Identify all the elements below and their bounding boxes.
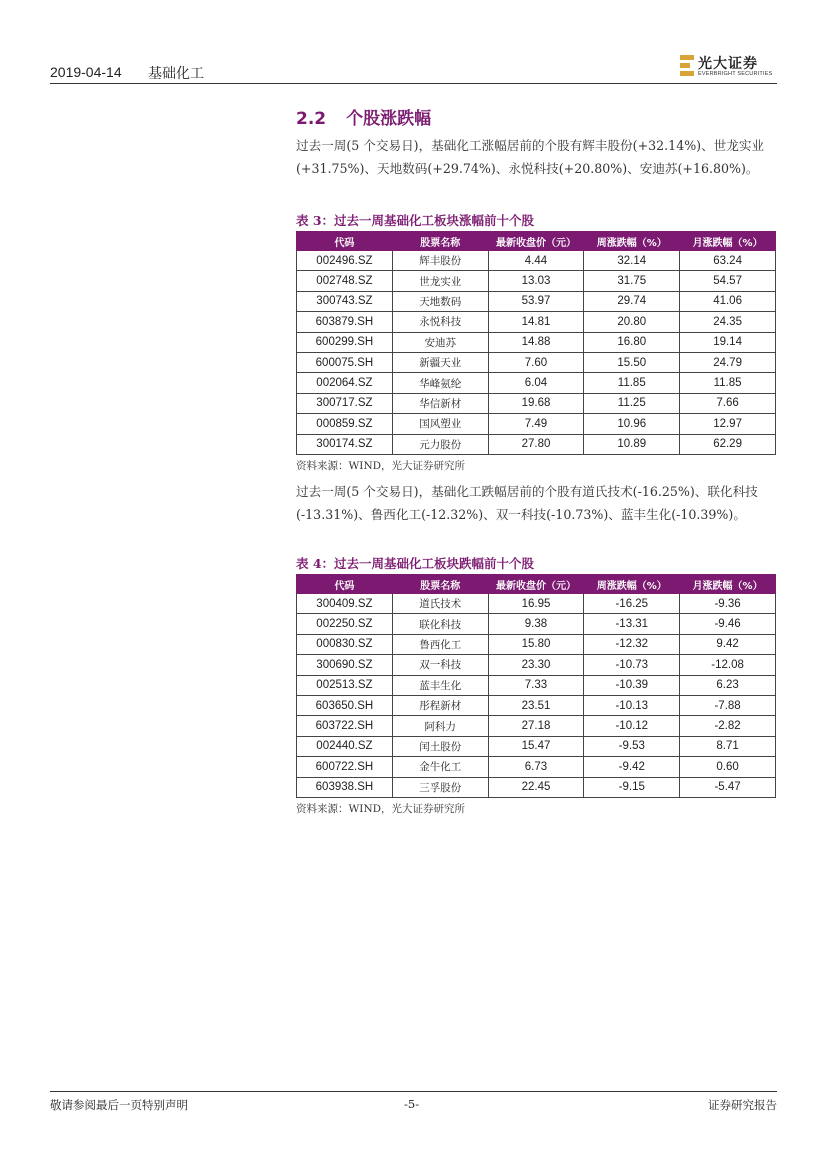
table-cell: 000859.SZ	[297, 414, 393, 434]
table-cell: 15.50	[584, 352, 680, 372]
company-logo	[680, 52, 775, 80]
table-cell: 元力股份	[392, 434, 488, 454]
column-header: 月涨跌幅（%）	[680, 575, 776, 594]
table-cell: 41.06	[680, 291, 776, 311]
table-header-row	[297, 232, 776, 251]
page-number: -5-	[404, 1097, 420, 1111]
table-cell: 国风塑业	[392, 414, 488, 434]
table-cell: 闰土股份	[392, 736, 488, 756]
table-cell: 23.30	[488, 655, 584, 675]
table-cell: -10.12	[584, 716, 680, 736]
table-cell: 彤程新材	[392, 695, 488, 715]
table-cell: 300409.SZ	[297, 594, 393, 614]
table-cell: 10.96	[584, 414, 680, 434]
table-cell: 600075.SH	[297, 352, 393, 372]
table-cell: 600722.SH	[297, 757, 393, 777]
table-cell: -12.08	[680, 655, 776, 675]
table-cell: -10.73	[584, 655, 680, 675]
logo-english-name: EVERBRIGHT SECURITIES	[698, 71, 773, 77]
industry-label: 基础化工	[148, 66, 204, 82]
table-cell: 13.03	[488, 271, 584, 291]
table-cell: 20.80	[584, 312, 680, 332]
page-header	[50, 52, 777, 84]
table-cell: 300743.SZ	[297, 291, 393, 311]
table-cell: 603722.SH	[297, 716, 393, 736]
table-cell: 11.85	[680, 373, 776, 393]
table-cell: -12.32	[584, 634, 680, 654]
table-row	[297, 434, 776, 454]
column-header: 股票名称	[392, 575, 488, 594]
table-row	[297, 634, 776, 654]
table-cell: 24.35	[680, 312, 776, 332]
table-cell: -7.88	[680, 695, 776, 715]
table-cell: 300174.SZ	[297, 434, 393, 454]
table-cell: 6.04	[488, 373, 584, 393]
report-type: 证券研究报告	[708, 1098, 777, 1112]
table-cell: 华信新材	[392, 393, 488, 413]
table-4-caption: 表 4：过去一周基础化工板块跌幅前十个股	[296, 556, 535, 571]
table-cell: -10.39	[584, 675, 680, 695]
section-number: 2.2	[296, 109, 327, 129]
table-row	[297, 373, 776, 393]
table-row	[297, 332, 776, 352]
table-cell: 9.42	[680, 634, 776, 654]
table-row	[297, 414, 776, 434]
table-3-source: 资料来源：WIND，光大证券研究所	[296, 460, 466, 472]
table-cell: -9.46	[680, 614, 776, 634]
table-cell: 000830.SZ	[297, 634, 393, 654]
table-cell: 19.14	[680, 332, 776, 352]
table-cell: 4.44	[488, 251, 584, 271]
table-row	[297, 594, 776, 614]
table-cell: 道氏技术	[392, 594, 488, 614]
table-header-row	[297, 575, 776, 594]
table-cell: 002496.SZ	[297, 251, 393, 271]
table-cell: 16.80	[584, 332, 680, 352]
table-cell: 603938.SH	[297, 777, 393, 797]
table-cell: 002064.SZ	[297, 373, 393, 393]
table-cell: 双一科技	[392, 655, 488, 675]
table-cell: -13.31	[584, 614, 680, 634]
table-cell: 7.66	[680, 393, 776, 413]
table-cell: -9.42	[584, 757, 680, 777]
top-losers-table	[296, 574, 776, 798]
table-cell: 15.80	[488, 634, 584, 654]
table-cell: -10.13	[584, 695, 680, 715]
table-cell: 002440.SZ	[297, 736, 393, 756]
table-cell: 002250.SZ	[297, 614, 393, 634]
table-cell: 29.74	[584, 291, 680, 311]
table-cell: 新疆天业	[392, 352, 488, 372]
column-header: 代码	[297, 232, 393, 251]
table-cell: 11.25	[584, 393, 680, 413]
table-cell: 永悦科技	[392, 312, 488, 332]
table-row	[297, 312, 776, 332]
table-cell: 603650.SH	[297, 695, 393, 715]
table-cell: 22.45	[488, 777, 584, 797]
table-cell: 华峰氨纶	[392, 373, 488, 393]
table-cell: -5.47	[680, 777, 776, 797]
table-cell: 603879.SH	[297, 312, 393, 332]
table-cell: 600299.SH	[297, 332, 393, 352]
table-cell: 7.60	[488, 352, 584, 372]
table-cell: 天地数码	[392, 291, 488, 311]
table-cell: 23.51	[488, 695, 584, 715]
table-cell: 54.57	[680, 271, 776, 291]
table-row	[297, 352, 776, 372]
section-heading	[296, 104, 431, 129]
table-cell: 鲁西化工	[392, 634, 488, 654]
table-cell: -9.36	[680, 594, 776, 614]
table-cell: 12.97	[680, 414, 776, 434]
table-row	[297, 736, 776, 756]
table-cell: 8.71	[680, 736, 776, 756]
table-cell: 63.24	[680, 251, 776, 271]
table-4-source: 资料来源：WIND，光大证券研究所	[296, 803, 466, 815]
column-header: 周涨跌幅（%）	[584, 575, 680, 594]
table-cell: 世龙实业	[392, 271, 488, 291]
table-cell: 辉丰股份	[392, 251, 488, 271]
table-cell: 32.14	[584, 251, 680, 271]
column-header: 最新收盘价（元）	[488, 575, 584, 594]
table-cell: -16.25	[584, 594, 680, 614]
table-cell: 11.85	[584, 373, 680, 393]
table-cell: 阿科力	[392, 716, 488, 736]
table-cell: 16.95	[488, 594, 584, 614]
table-3-caption: 表 3：过去一周基础化工板块涨幅前十个股	[296, 213, 535, 228]
table-cell: 6.73	[488, 757, 584, 777]
disclaimer-note: 敬请参阅最后一页特别声明	[50, 1098, 188, 1112]
table-cell: 9.38	[488, 614, 584, 634]
table-cell: 0.60	[680, 757, 776, 777]
table-row	[297, 716, 776, 736]
table-cell: -9.15	[584, 777, 680, 797]
column-header: 股票名称	[392, 232, 488, 251]
table-cell: 27.80	[488, 434, 584, 454]
table-cell: 6.23	[680, 675, 776, 695]
gainers-paragraph: 过去一周(5 个交易日)，基础化工涨幅居前的个股有辉丰股份(+32.14%)、世龙实业(+31.75%)、天地数码(+29.74%)、永悦科技(+20.80%)、安迪苏(+16.80%)。	[296, 138, 765, 176]
logo-mark-icon	[680, 55, 694, 77]
table-row	[297, 757, 776, 777]
table-row	[297, 393, 776, 413]
table-row	[297, 675, 776, 695]
column-header: 最新收盘价（元）	[488, 232, 584, 251]
table-cell: 蓝丰生化	[392, 675, 488, 695]
table-row	[297, 614, 776, 634]
table-cell: 10.89	[584, 434, 680, 454]
table-cell: 31.75	[584, 271, 680, 291]
logo-name: 光大证券	[698, 56, 758, 72]
table-cell: 14.88	[488, 332, 584, 352]
losers-paragraph: 过去一周(5 个交易日)，基础化工跌幅居前的个股有道氏技术(-16.25%)、联化科技(-13.31%)、鲁西化工(-12.32%)、双一科技(-10.73%)、蓝丰生化(-10.39%)。	[296, 484, 758, 522]
table-cell: -2.82	[680, 716, 776, 736]
page-footer	[50, 1091, 777, 1121]
table-cell: 002513.SZ	[297, 675, 393, 695]
table-row	[297, 271, 776, 291]
table-cell: 300690.SZ	[297, 655, 393, 675]
table-cell: -9.53	[584, 736, 680, 756]
table-cell: 62.29	[680, 434, 776, 454]
table-row	[297, 695, 776, 715]
table-row	[297, 291, 776, 311]
section-title: 个股涨跌幅	[346, 109, 432, 129]
table-cell: 24.79	[680, 352, 776, 372]
table-cell: 7.33	[488, 675, 584, 695]
table-cell: 15.47	[488, 736, 584, 756]
table-row	[297, 655, 776, 675]
column-header: 月涨跌幅（%）	[680, 232, 776, 251]
table-cell: 53.97	[488, 291, 584, 311]
report-date: 2019-04-14	[50, 64, 122, 80]
table-row	[297, 777, 776, 797]
table-cell: 三孚股份	[392, 777, 488, 797]
top-gainers-table	[296, 231, 776, 455]
table-cell: 27.18	[488, 716, 584, 736]
table-cell: 300717.SZ	[297, 393, 393, 413]
table-row	[297, 251, 776, 271]
table-cell: 7.49	[488, 414, 584, 434]
table-cell: 19.68	[488, 393, 584, 413]
table-cell: 联化科技	[392, 614, 488, 634]
table-cell: 14.81	[488, 312, 584, 332]
column-header: 代码	[297, 575, 393, 594]
table-cell: 金牛化工	[392, 757, 488, 777]
table-cell: 002748.SZ	[297, 271, 393, 291]
table-cell: 安迪苏	[392, 332, 488, 352]
column-header: 周涨跌幅（%）	[584, 232, 680, 251]
